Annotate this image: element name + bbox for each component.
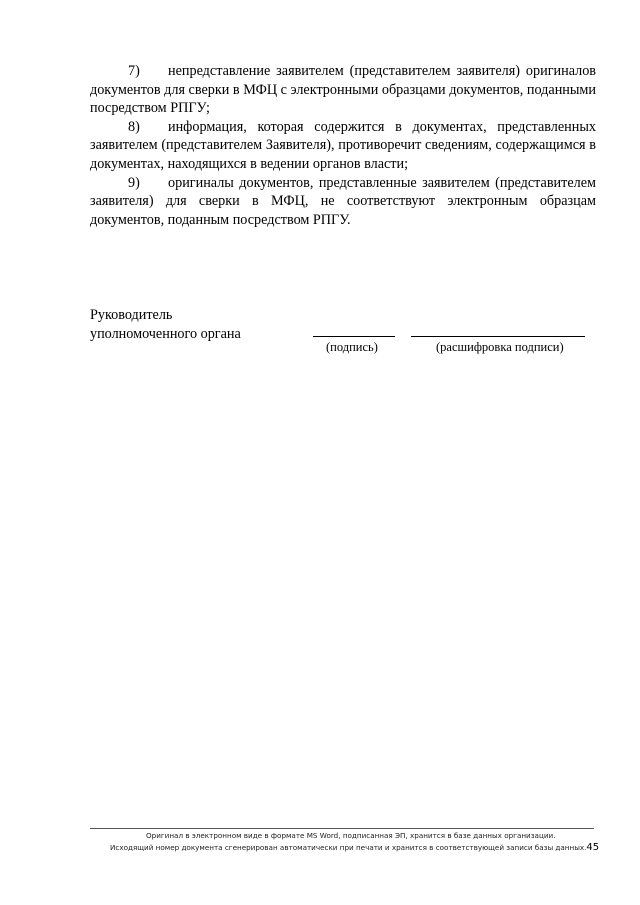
item-number: 9)	[128, 174, 140, 191]
signature-line	[313, 336, 395, 337]
decryption-caption: (расшифровка подписи)	[436, 340, 564, 354]
signatory-title-line1: Руководитель	[90, 307, 173, 323]
list-item-7	[90, 62, 596, 118]
footer-line-1	[146, 831, 555, 840]
item-number: 8)	[128, 118, 140, 135]
signatory-title	[90, 306, 241, 343]
footer-divider	[90, 828, 594, 829]
footer-number-note: Исходящий номер документа сгенерирован автоматически при печати и хранится в соответствующей записи базы данных.	[110, 843, 587, 852]
item-text: оригиналы документов, представленные заявителем (представителем заявителя) для сверки в МФЦ, не соответствуют электронным образцам документов, поданным посредством РПГУ.	[90, 174, 596, 228]
signature-caption: (подпись)	[326, 340, 378, 354]
decryption-line	[411, 336, 585, 337]
item-text: непредставление заявителем (представителем заявителя) оригиналов документов для сверки в МФЦ с электронными образцами документов, поданными посредством РПГУ;	[90, 63, 596, 117]
footer-line-2	[110, 842, 599, 853]
document-body	[90, 62, 596, 229]
page-number: 45	[586, 842, 600, 853]
list-item-9	[90, 174, 596, 230]
footer-original-note: Оригинал в электронном виде в формате MS Word, подписанная ЭП, хранится в базе данных организации.	[146, 831, 556, 840]
list-item-8	[90, 118, 596, 174]
item-number: 7)	[128, 63, 140, 79]
signatory-title-line2: уполномоченного органа	[90, 325, 241, 342]
item-text: информация, которая содержится в документах, представленных заявителем (представителем Заявителя), противоречит сведениям, содержащимся в документах, находящихся в ведении органов власти;	[90, 118, 596, 172]
